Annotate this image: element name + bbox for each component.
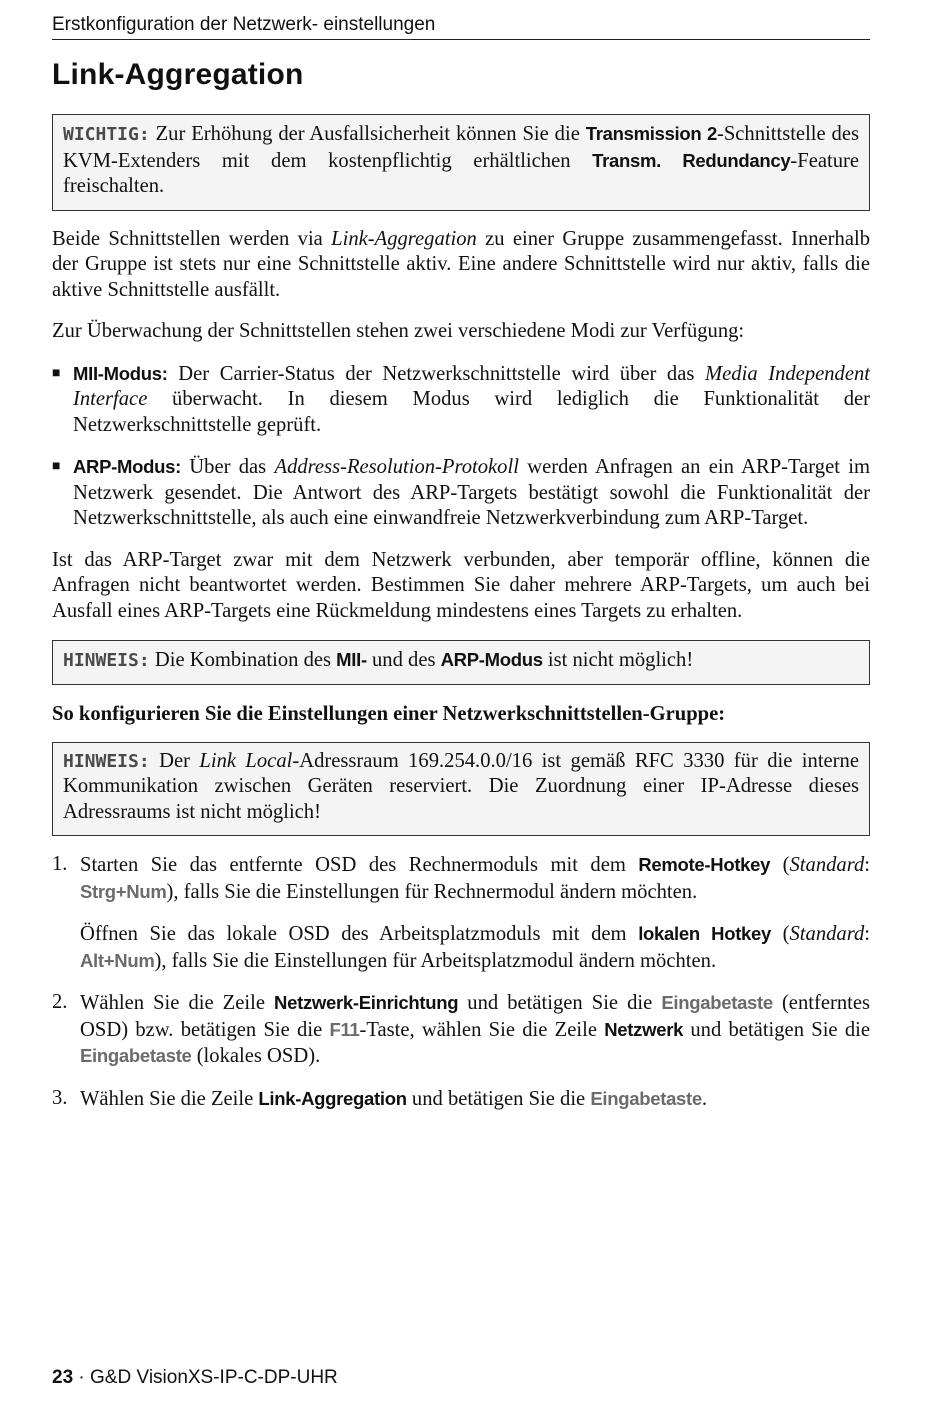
step-2: 2. Wählen Sie die Zeile Netzwerk-Einrichtung und betätigen Sie die Eingabetaste (entferntes OSD) bzw. betätigen Sie die F11-Taste, wählen Sie die Zeile Netzwerk und betätigen Sie die Eingabetaste (lokales OSD). <box>52 990 870 1070</box>
procedure-heading: So konfigurieren Sie die Einstellungen einer Netzwerkschnittstellen-Gruppe: <box>52 702 726 725</box>
key-name: F11 <box>329 1018 360 1040</box>
bullet-square-icon: ■ <box>52 459 61 474</box>
page-footer: 23 · G&D VisionXS-IP-C-DP-UHR <box>52 1367 338 1388</box>
paragraph-arp-targets: Ist das ARP-Target zwar mit dem Netzwerk verbunden, aber temporär offline, können die Anfragen nicht beantwortet werden. Bestimmen Sie daher mehrere ARP-Targets, um auch bei Ausfall eines ARP-Targets eine Rückmeldung mindestens eines Targets zu erhalten. <box>52 548 870 622</box>
hint-label: HINWEIS: <box>63 650 150 671</box>
bullet-square-icon: ■ <box>52 365 61 381</box>
step-1 <box>52 852 870 974</box>
section-title: Link-Aggregation <box>52 58 304 91</box>
hint-note-link-local: HINWEIS: Der Link Local-Adressraum 169.254.0.0/16 ist gemäß RFC 3330 für die interne Kommunikation zwischen Geräten reserviert. Die Zuordnung einer IP-Adresse dieses Adressraums ist nicht möglich! <box>52 742 870 837</box>
list-item-arp-mode: ■ ARP-Modus: Über das Address-Resolution-Protokoll werden Anfragen an ein ARP-Target im Netzwerk gesendet. Die Antwort des ARP-Targets bestätigt sowohl die Funktionalität der Netzwerkschnittstelle, als auch eine einwandfreie Netzwerkverbindung zum ARP-Target. <box>52 454 870 532</box>
product-name: G&D VisionXS-IP-C-DP-UHR <box>90 1367 338 1388</box>
important-note-text: WICHTIG: Zur Erhöhung der Ausfallsicherheit können Sie die Transmission 2-Schnittstelle des KVM-Extenders mit dem kostenpflichtig erhältlichen Transm. Redundancy-Feature freischalten. <box>63 123 859 197</box>
step-1-local: Öffnen Sie das lokale OSD des Arbeitsplatzmoduls mit dem lokalen Hotkey (Standard: Alt+Num), falls Sie die Einstellungen für Arbeitsplatzmodul ändern möchten. <box>80 923 870 972</box>
key-name: Eingabetaste <box>661 992 773 1013</box>
important-note <box>52 114 870 211</box>
key-combo: Alt+Num <box>80 949 155 971</box>
page-content <box>52 58 870 1128</box>
step-3: 3. Wählen Sie die Zeile Link-Aggregation und betätigen Sie die Eingabetaste. <box>52 1086 870 1113</box>
running-header: Erstkonfiguration der Netzwerk- einstellungen <box>52 14 870 40</box>
list-item-mii-mode: ■ MII-Modus: Der Carrier-Status der Netzwerkschnittstelle wird über das Media Independent Interface überwacht. In diesem Modus wird lediglich die Funktionalität der Netzwerkschnittstelle geprüft. <box>52 361 870 439</box>
step-number: 3. <box>52 1086 68 1109</box>
key-name: Eingabetaste <box>590 1087 702 1109</box>
important-label: WICHTIG: <box>63 124 150 145</box>
paragraph-link-aggregation: Beide Schnittstellen werden via Link-Aggregation zu einer Gruppe zusammengefasst. Innerhalb der Gruppe ist stets nur eine Schnittstelle aktiv. Eine andere Schnittstelle wird nur aktiv, falls die aktive Schnittstelle ausfällt. <box>52 227 870 301</box>
page-number: 23 <box>52 1367 74 1388</box>
step-1-remote: Starten Sie das entfernte OSD des Rechnermoduls mit dem Remote-Hotkey (Standard: Strg+Num), falls Sie die Einstellungen für Rechnermodul ändern möchten. <box>80 854 870 903</box>
step-number: 1. <box>52 853 68 875</box>
key-combo: Strg+Num <box>80 880 167 902</box>
hint-label: HINWEIS: <box>63 750 150 772</box>
paragraph-modes-intro: Zur Überwachung der Schnittstellen stehen zwei verschiedene Modi zur Verfügung: <box>52 320 745 342</box>
hint-note-modes: HINWEIS: Die Kombination des MII- und des ARP-Modus ist nicht möglich! <box>52 640 870 685</box>
key-name: Eingabetaste <box>80 1045 192 1066</box>
step-number: 2. <box>52 991 68 1013</box>
